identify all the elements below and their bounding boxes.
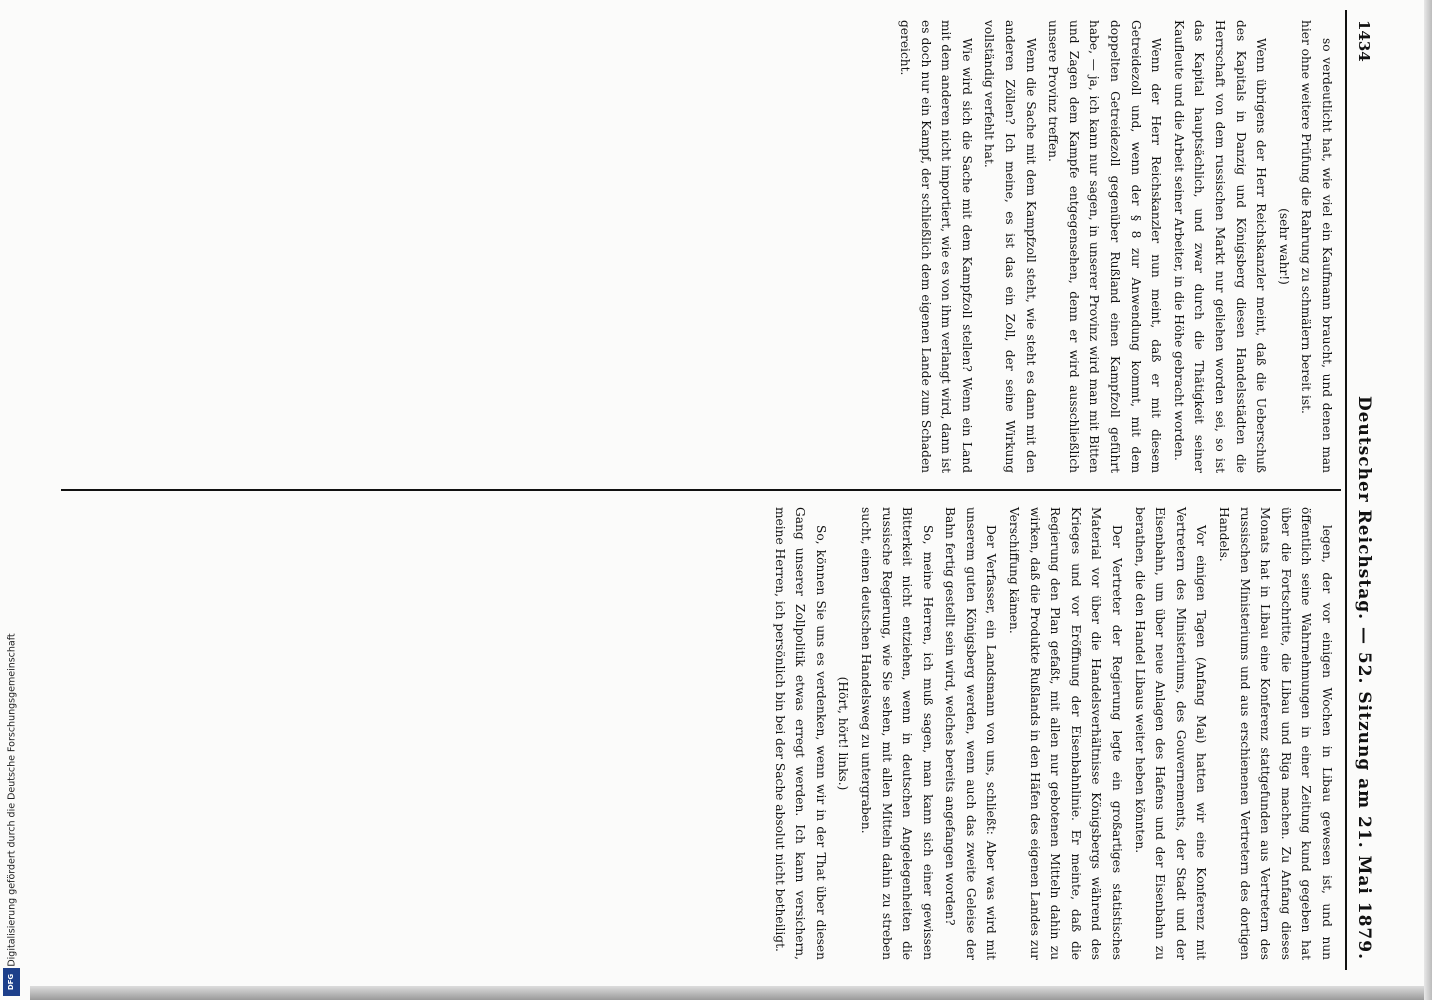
dfg-logo (3, 968, 20, 996)
paragraph: Wenn die Sache mit dem Kampfzoll steht, wie steht es dann mit den anderen Zöllen? Ich meine, es ist das ein Zoll, der seine Wirkung vollständig verfehlt hat. (982, 20, 1038, 474)
page-header (1345, 10, 1381, 970)
paragraph: Wenn übrigens der Herr Reichskanzler meint, daß die Ueberschuß des Kapitals in Danzig und Königsberg diesen Handelsstädten die Herrschaft von dem russischen Markt nur geliehen worden sei, so ist das Kapital hauptsächlich, und zwar durch die Thätigkeit seiner Kaufleute und die Arbeit seiner Arbeiter, in die Höhe gebracht worden. (1171, 20, 1269, 474)
digitization-note (2, 600, 22, 1000)
interjection: (sehr wahr!) (1276, 208, 1291, 285)
left-column (61, 10, 1341, 483)
right-column (61, 497, 1341, 970)
digitization-note-text: Digitalisierung gefördert durch die Deutsche Forschungsgemeinschaft (6, 633, 18, 967)
page-edge-right (1424, 0, 1432, 1000)
interjection: (Hört, hört! links.) (836, 676, 851, 791)
rotated-page-content (51, 10, 1381, 970)
page-number: 1434 (1355, 20, 1373, 62)
paragraph: Der Vertreter der Regierung legte ein großartiges statistisches Material vor über die Handelsverhältnisse Königsbergs während des Krieges und vor Eröffnung der Eisenbahnlinie. Er meinte, daß die Regierung den Plan gefaßt, mit allen nur gebotenen Mitteln dahin zu wirken, daß die Produkte Rußlands in den Häfen des eigenen Landes zur Verschiffung kämen. (1007, 506, 1125, 960)
text-columns (61, 10, 1341, 970)
paragraph: legen, der vor einigen Wochen in Libau gewesen ist, und nun öffentlich seine Wahrnehmungen in einer Zeitung kund gegeben hat über die Fortschritte, die Libau und Riga machen. Zu Anfang dieses Monats hat in Libau eine Konferenz stattgefunden aus Vertretern des russischen Ministeriums und aus erschienenen Vertretern des dortigen Handels. (1217, 506, 1334, 960)
page-title: Deutscher Reichstag. — 52. Sitzung am 21. Mai 1879. (1354, 395, 1374, 960)
page-edge-shadow (30, 986, 1432, 1000)
dfg-logo-text: DFG (7, 973, 16, 991)
paragraph: Wenn der Herr Reichskanzler nun meint, daß er mit diesem Getreidezoll und, wenn der § 8 zur Anwendung kommt, mit dem doppelten Getreidezoll gegenüber Rußland einen Kampfzoll geführt habe, — ja, ich kann nur sagen, in unserer Provinz wird man mit Bitten und Zagen dem Kampfe entgegensehen, denn er wird ausschließlich unsere Provinz treffen. (1046, 20, 1164, 474)
paragraph: Vor einigen Tagen (Anfang Mai) hatten wir eine Konferenz mit Vertretern des Ministeriums, des Gouvernements, der Stadt und der Eisenbahn, um über neue Anlagen des Hafens und der Eisenbahn zu berathen, die den Handel Libaus weiter heben könnten. (1132, 506, 1209, 960)
paragraph: Wie wird sich die Sache mit dem Kampfzoll stellen? Wenn ein Land mit dem anderen nicht importiert, wie es von ihm verlangt wird, dann ist es doch nur ein Kampf, der schließlich dem eigenen Lande zum Schaden gereicht. (898, 20, 974, 474)
paragraph: Der Verfasser, ein Landsmann von uns, schließt: Aber was wird mit unserem guten Königsberg werden, wenn auch das zweite Geleise der Bahn fertig gestellt sein wird, welches bereits angefangen worden? (943, 506, 999, 960)
paragraph: So, können Sie uns es verdenken, wenn wir in der That über diesen Gang unserer Zollpolitik etwas erregt werden. Ich kann versichern, meine Herren, ich persönlich bin bei der Sache absolut nicht betheiligt. (772, 506, 828, 960)
column-divider (61, 489, 1341, 491)
paragraph: so verdeutlicht hat, wie viel ein Kaufmann braucht, und denen man hier ohne weitere Prüfung die Rahrung zu schmälern bereit ist. (1299, 20, 1334, 474)
paragraph: So, meine Herren, ich muß sagen, man kann sich einer gewissen Bitterkeit nicht entziehen, wenn in deutschen Angelegenheiten die russische Regierung, wie Sie sehen, mit allen Mitteln dahin zu streben sucht, einen deutschen Handelsweg zu untergraben. (858, 506, 935, 960)
